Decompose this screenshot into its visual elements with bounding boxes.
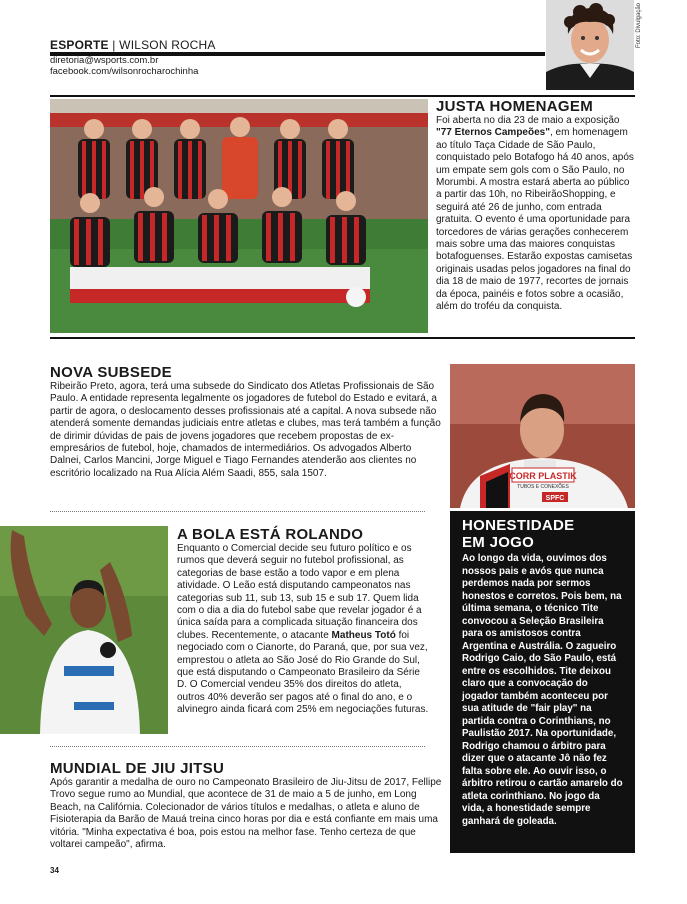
body-text: , em homenagem ao título Taça Cidade de São Paulo, conquistado pelo Botafogo há 40 anos, após um empate sem gols com o São Paulo, no Morumbi. A mostra estará aberta ao público a partir das 10h, no RibeirãoShopping, e seguirá até 26 de junho, com entrada gratuita. O evento é uma oportunidade para torcedores de várias gerações conhecerem mais sobre uma das maiores conquistas botafoguenses. Estarão expostas camisetas originais usadas pelos jogadores na final do dia 18 de maio de 1977, recortes de jornais da época, painéis e fotos sobre a ocasião, além do troféu da conquista. (436, 127, 634, 313)
rodrigo-caio-photo (450, 364, 635, 508)
article-title: NOVA SUBSEDE (50, 364, 172, 381)
article-body: Após garantir a medalha de ouro no Campeonato Brasileiro de Jiu-Jitsu de 2017, Fellipe Trovo segue rumo ao Mundial, que acontece de 31 de maio a 5 de junho, em Long Beach, na Califórnia. Colecionador de vários títulos e medalhas, o atleta e aluno de Fisioterapia da Barão de Mauá treina cinco horas por dia e está confiante em mais uma vitória. "Minha expectativa é boa, pois estou na melhor fase. Tenho certeza de que voltarei campeão", afirma. (50, 777, 442, 851)
columnist-photo (546, 0, 634, 90)
contact-info (50, 55, 198, 77)
title-line-2: EM JOGO (462, 534, 535, 551)
exhibition-name: "77 Eternos Campeões" (436, 127, 550, 139)
sidebar-honestidade-em-jogo (450, 511, 635, 853)
section-name: ESPORTE (50, 38, 109, 52)
shirt-sponsor-sub: TUBOS E CONEXÕES (517, 484, 569, 490)
header-separator: | (112, 38, 116, 52)
player-name: Rodrigo Caio (462, 653, 524, 664)
body-text: , do São Paulo, está entre os escolhidos. Tite deixou claro que a convocação do jogador também aconteceu por sua atitude de "fair play" na partida contra o Corinthians, no Paulistão 2017. Na oportunidade, Rodrigo chamou o árbitro para dizer que o atacante Jô não fez falta sobre ele. Ao ouvir isso, o árbitro retirou o cartão amarelo do atleta corinthiano. No jogo da vida, a honestidade sempre ganhará de goleada. (462, 653, 623, 827)
columnist-name: WILSON ROCHA (119, 38, 216, 52)
sidebar-title (450, 511, 635, 551)
article-body (436, 115, 636, 314)
player-photo (0, 526, 168, 734)
player-name: Matheus Totó (331, 629, 396, 641)
contact-email[interactable]: diretoria@wsports.com.br (50, 55, 159, 66)
shirt-sponsor: CORR PLASTIK (509, 471, 577, 481)
sidebar-body (450, 551, 635, 830)
article-title: A BOLA ESTÁ ROLANDO (177, 526, 364, 543)
article-rule (50, 337, 635, 339)
body-text: Enquanto o Comercial decide seu futuro político e os rumos que deverá seguir no futebol profissional, as categorias de base estão a todo vapor e em plena atividade. O Leão está disputando campeonatos nas categorias sub 11, sub 13, sub 15 e sub 17. Quem lida com o dia a dia do futebol sabe que revelar jogador é a única saída para a complicada situação financeira dos clubes. Recentemente, o atacante (177, 543, 422, 641)
photo-credit: Foto: Divulgação (636, 2, 642, 48)
article-justa-homenagem (436, 98, 636, 314)
article-title: MUNDIAL DE JIU JITSU (50, 760, 225, 777)
article-a-bola-esta-rolando (177, 526, 429, 717)
page-number: 34 (50, 866, 59, 875)
shirt-club: SPFC (545, 495, 565, 502)
column-header (50, 38, 216, 52)
article-rule (50, 95, 635, 97)
section-divider (50, 511, 425, 512)
title-line-1: HONESTIDADE (462, 517, 575, 534)
team-photo (50, 99, 428, 333)
section-divider (50, 746, 425, 747)
contact-facebook[interactable]: facebook.com/wilsonrocharochinha (50, 66, 199, 77)
article-nova-subsede (50, 364, 442, 480)
body-text: Foi aberta no dia 23 de maio a exposição (436, 115, 620, 126)
body-text: foi negociado com o Cianorte, do Paraná, que, por sua vez, emprestou o atleta ao São José do Rio Grande do Sul, que está disputando o Campeonato Brasileiro da Série D. O Comercial vendeu 35% dos direitos do atleta, outros 40% deverão ser pagos até o final do ano, e o alvinegro ainda ficará com 25% em negociações futuras. (177, 629, 429, 716)
article-title: JUSTA HOMENAGEM (436, 98, 594, 115)
article-body: Ribeirão Preto, agora, terá uma subsede do Sindicato dos Atletas Profissionais de São Paulo. A entidade representa legalmente os jogadores de futebol do Estado e evitará, a partir de agora, o deslocamento desses profissionais até a capital. A nova subsede não atenderá somente demandas judiciais entre atletas e clubes, mas terá também a função de dirimir dúvidas de pais de jovens jogadores que recebem propostas de ex-empresários de futebol, hoje, chamados de intermediários. Os advogados Alberto Dalnei, Carlos Mancini, Jorge Miguel e Tiago Fernandes atenderão aos clientes no escritório localizado na Rua Alícia Além Saadi, 855, sala 1507. (50, 381, 441, 479)
article-body (177, 543, 429, 717)
body-text: Ao longo da vida, ouvimos dos nossos pais e avós que nunca perdemos nada por sermos honestos e corretos. Pois bem, na última semana, o técnico Tite convocou a Seleção Brasileira para os amistosos contra Argentina e Austrália. O zagueiro (462, 553, 622, 652)
article-mundial-jiu-jitsu (50, 760, 442, 851)
